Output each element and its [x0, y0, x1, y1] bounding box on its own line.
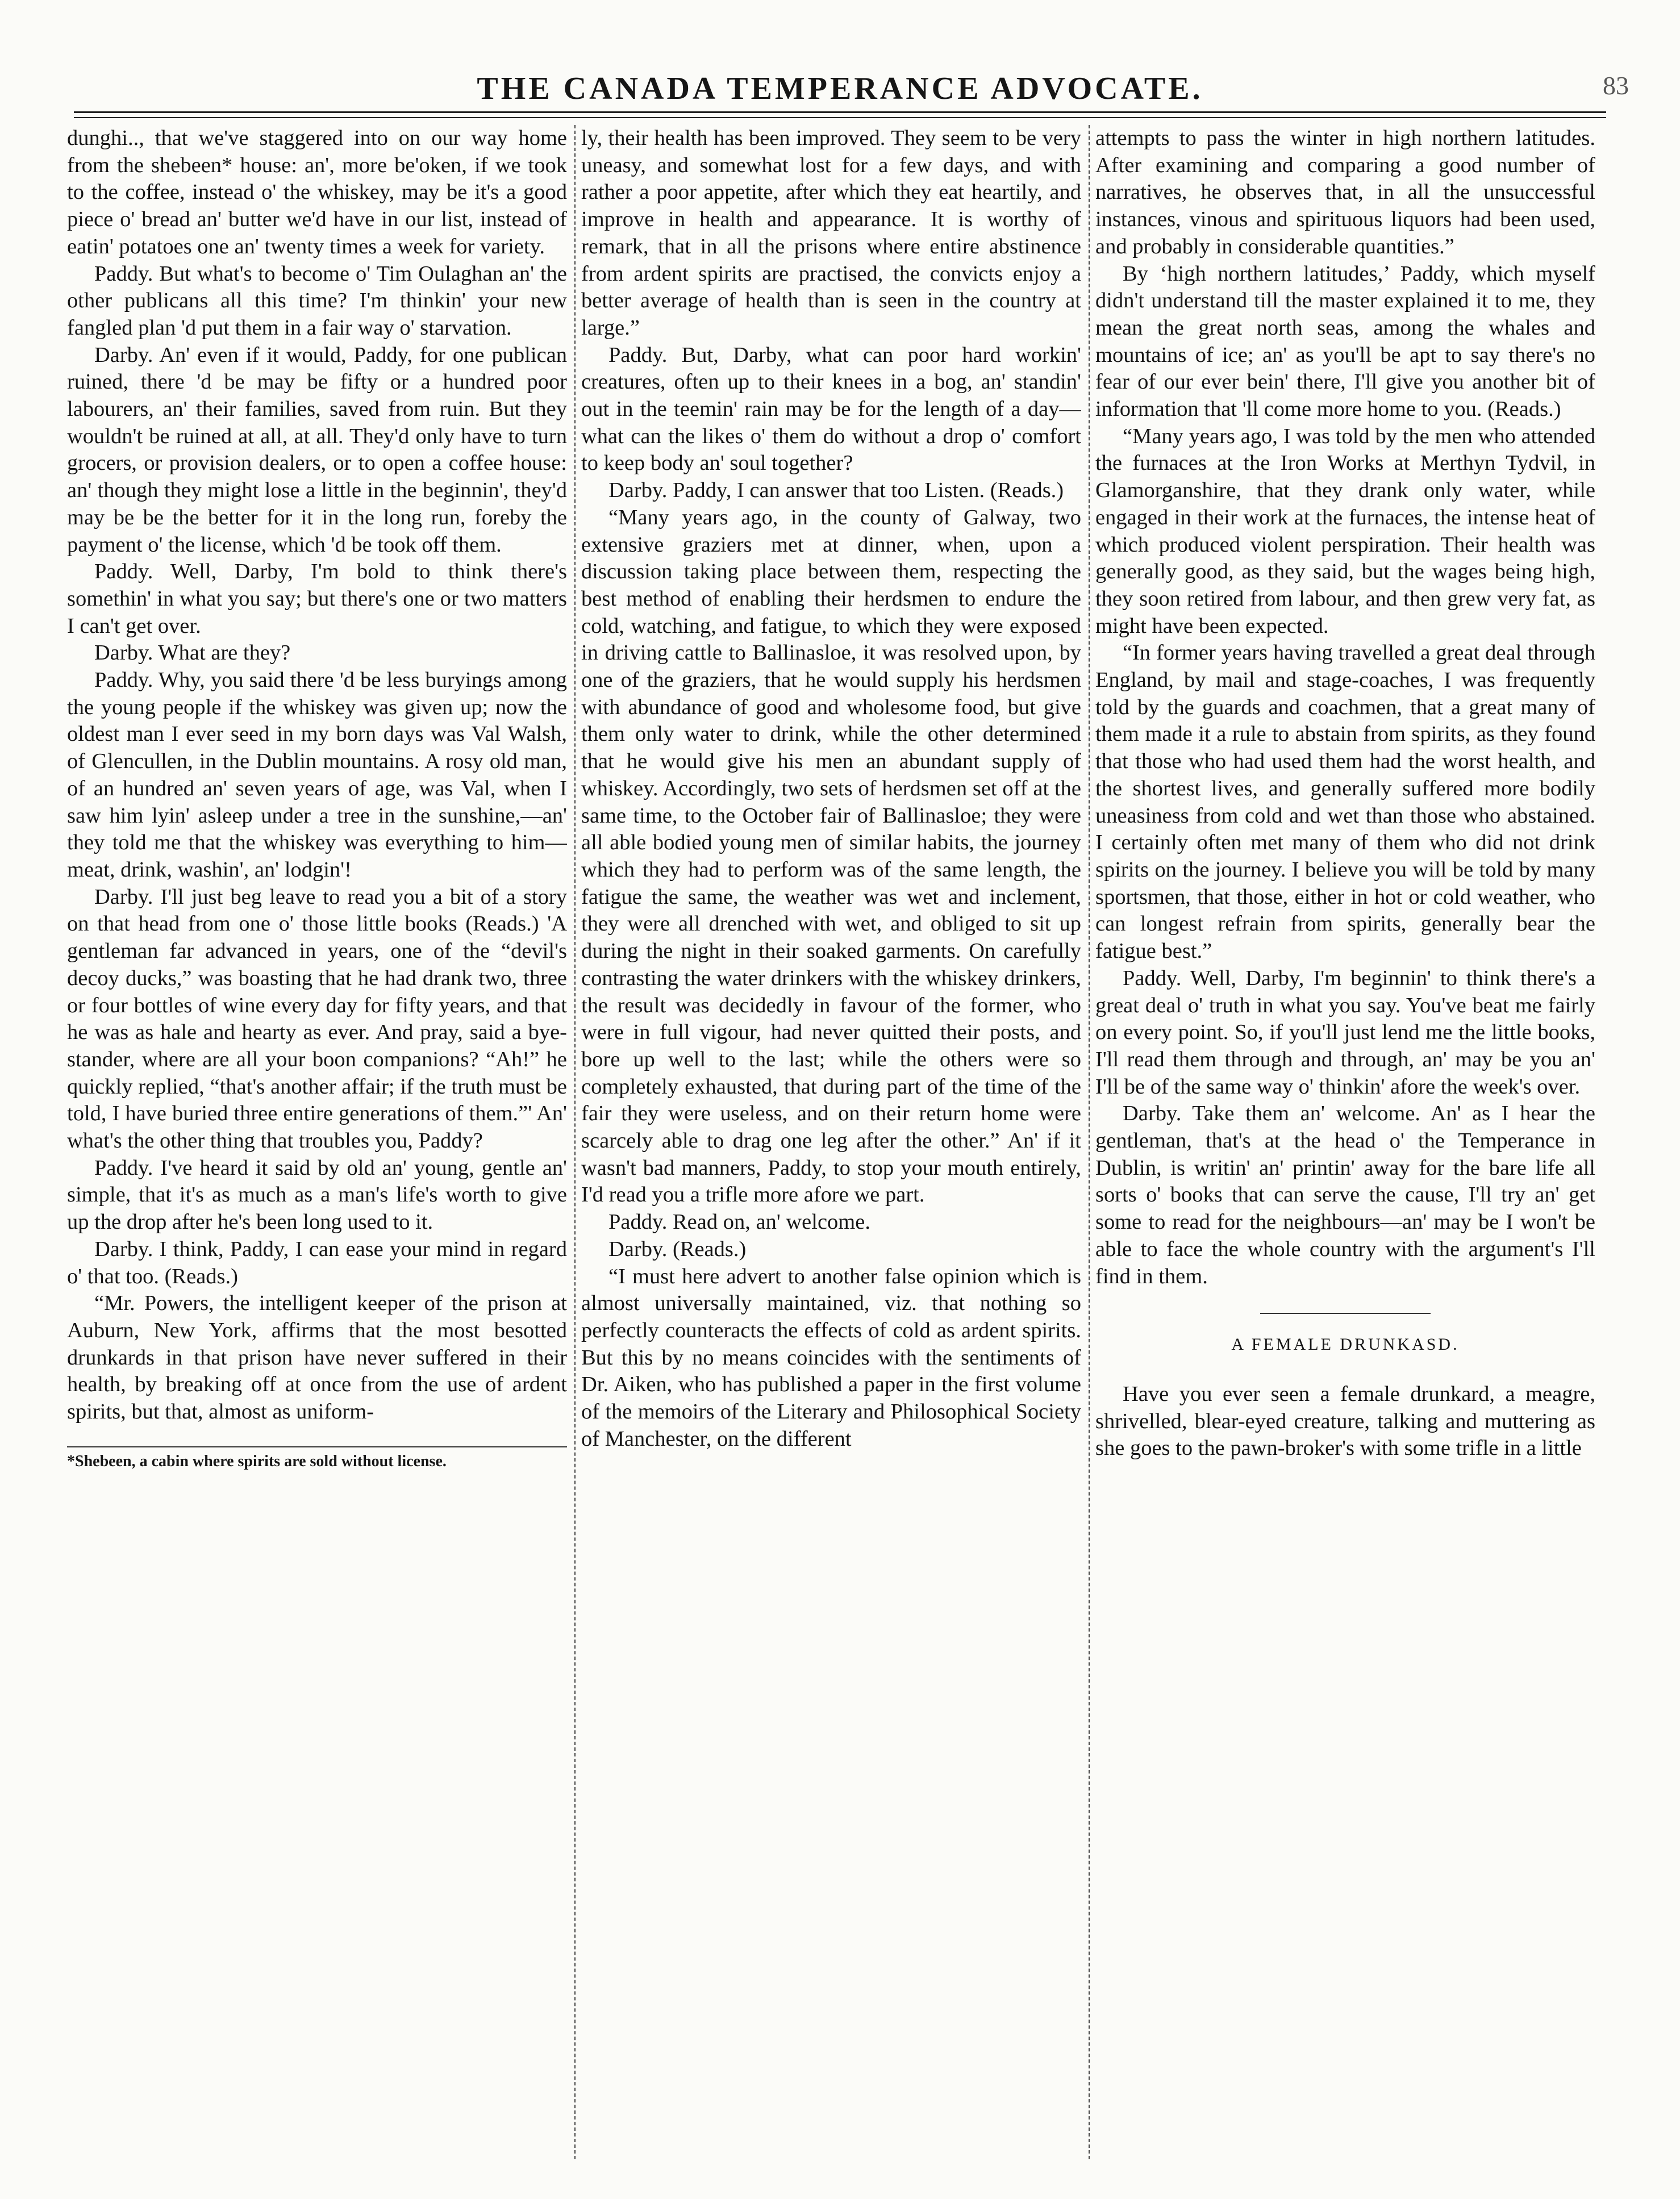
paragraph: Paddy. I've heard it said by old an' young, gentle an' simple, that it's as much as a man's life's worth to give up the drop after he's been long used to it.: [67, 1155, 567, 1234]
article-columns: [67, 125, 1595, 2182]
paragraph: Have you ever seen a female drunkard, a meagre, shrivelled, blear-eyed creature, talking and muttering as she goes to the pawn-broker's with some trifle in a little: [1095, 1382, 1595, 1461]
paragraph: “Mr. Powers, the intelligent keeper of the prison at Auburn, New York, affirms that the most besotted drunkards in that prison have never suffered in their health, by breaking off at once from the use of ardent spirits, but that, almost as uniform-: [67, 1291, 567, 1424]
paragraph: Darby. An' even if it would, Paddy, for one publican ruined, there 'd be may be fifty or a hundred poor labourers, an' their families, saved from ruin. But they wouldn't be ruined at all, at all. They'd only have to turn grocers, or provision dealers, or to open a coffee house: an' though they might lose a little in the beginnin', they'd may be be the better for it in the long run, foreby the payment o' the license, which 'd be took off them.: [67, 343, 567, 557]
paragraph: Paddy. Read on, an' welcome.: [608, 1210, 870, 1234]
paragraph: ly, their health has been improved. They seem to be very uneasy, and somewhat lost for a few days, and with rather a poor appetite, after which they eat heartily, and improve in health and appearance. It is worthy of remark, that in all the prisons where entire abstinence from ardent spirits are practised, the convicts enjoy a better average of health than is seen in the country at large.”: [581, 126, 1081, 340]
column-divider: [574, 125, 576, 2159]
page-number: 83: [1603, 71, 1629, 100]
masthead-title: THE CANADA TEMPERANCE ADVOCATE.: [477, 71, 1203, 106]
paragraph: Paddy. Well, Darby, I'm beginnin' to think there's a great deal o' truth in what you say. You've beat me fairly on every point. So, if you'll just lend me the little books, I'll read them through and through, an' may be you an' I'll be of the same way o' thinkin' afore the week's over.: [1095, 966, 1595, 1099]
header-rule-thin: [74, 117, 1606, 118]
paragraph: “I must here advert to another false opinion which is almost universally maintained, viz. that nothing so perfectly counteracts the effects of cold as ardent spirits. But this by no means coincides with the sentiments of Dr. Aiken, who has published a paper in the first volume of the memoirs of the Literary and Philosophical Society of Manchester, on the different: [581, 1264, 1081, 1451]
column-divider: [1089, 125, 1090, 2159]
paragraph: Darby. Paddy, I can answer that too Listen. (Reads.): [608, 478, 1064, 503]
paragraph: dunghi.., that we've staggered into on our way home from the shebeen* house: an', more be'oken, if we took to the coffee, instead o' the whiskey, may be it's a good piece o' bread an' butter we'd have in our list, instead of eatin' potatoes one an' twenty times a week for variety.: [67, 126, 567, 258]
paragraph: Darby. I think, Paddy, I can ease your mind in regard o' that too. (Reads.): [67, 1237, 567, 1288]
paragraph: “Many years ago, in the county of Galway, two extensive graziers met at dinner, when, upon a discussion taking place between them, respecting the best method of enabling their herdsmen to endure the cold, watching, and fatigue, to which they were exposed in driving cattle to Ballinasloe, it was resolved upon, by one of the graziers, that he would supply his herdsmen with abundance of good and wholesome food, but give them only water to drink, while the other determined that he would give his men an abundant supply of whiskey. Accordingly, two sets of herdsmen set off at the same time, to the October fair of Ballinasloe; they were all able bodied young men of similar habits, the journey which they had to perform was of the same length, the fatigue the same, the weather was wet and inclement, they were all drenched with wet, and obliged to sit up during the night in their soaked garments. On carefully contrasting the water drinkers with the whiskey drinkers, the result was decidedly in favour of the former, who were in full vigour, had never quitted their posts, and bore up well to the last; while the others were so completely exhausted, that during part of the time of the fair they were useless, and on their return home were scarcely able to drag one leg after the other.” An' if it wasn't bad manners, Paddy, to stop your mouth entirely, I'd read you a trifle more afore we part.: [581, 505, 1081, 1207]
paragraph: Paddy. Why, you said there 'd be less buryings among the young people if the whiskey was given up; now the oldest man I ever seed in my born days was Val Walsh, of Glencullen, in the Dublin mountains. A rosy old man, of an hundred an' seven years of age, was Val, when I saw him lyin' asleep under a tree in the sunshine,—an' they told me that the whiskey was everything to him—meat, drink, washin', an' lodgin'!: [67, 668, 567, 882]
column-1: [67, 125, 567, 2182]
footnote: *Shebeen, a cabin where spirits are sold without license.: [67, 1452, 447, 1470]
section-rule: [1260, 1313, 1431, 1314]
page-header: [34, 45, 1646, 108]
paragraph: attempts to pass the winter in high northern latitudes. After examining and comparing a good number of narratives, he observes that, in all the unsuccessful instances, vinous and spirituous liquors had been used, and probably in considerable quantities.”: [1095, 126, 1595, 258]
footnote-rule: [67, 1446, 567, 1447]
column-3: [1095, 125, 1595, 2182]
paragraph: Darby. (Reads.): [608, 1237, 747, 1261]
paragraph: Paddy. But what's to become o' Tim Oulaghan an' the other publicans all this time? I'm thinkin' your new fangled plan 'd put them in a fair way o' starvation.: [67, 261, 567, 340]
paragraph: Darby. I'll just beg leave to read you a bit of a story on that head from one o' those little books (Reads.) 'A gentleman far advanced in years, one of the “devil's decoy ducks,” was boasting that he had drank two, three or four bottles of wine every day for fifty years, and that he was as hale and hearty as ever. And pray, said a bye-stander, where are all your boon companions? “Ah!” he quickly replied, “that's another affair; if the truth must be told, I have buried three entire generations of them.”' An' what's the other thing that troubles you, Paddy?: [67, 884, 567, 1153]
paragraph: Darby. Take them an' welcome. An' as I hear the gentleman, that's at the head o' the Temperance in Dublin, is writin' an' printin' away for the bare life all sorts o' books that can serve the cause, I'll try an' get some to read for the neighbours—an' may be I won't be able to face the whole country with the argument's I'll find in them.: [1095, 1101, 1595, 1288]
section-title: A FEMALE DRUNKASD.: [1231, 1335, 1460, 1354]
paragraph: By ‘high northern latitudes,’ Paddy, which myself didn't understand till the master explained it to me, they mean the great north seas, among the whales and mountains of ice; an' as you'll be apt to say there's no fear of our ever bein' there, I'll give you another bit of information that 'll come more home to you. (Reads.): [1095, 261, 1595, 422]
header-rule: [74, 111, 1606, 113]
column-2: [581, 125, 1081, 2182]
paragraph: “In former years having travelled a great deal through England, by mail and stage-coaches, I was frequently told by the guards and coachmen, that a great many of them made it a rule to abstain from spirits, as they found that those who had used them had the worst health, and the shortest lives, and generally suffered more bodily uneasiness from cold and wet than those who abstained. I certainly often met many of them who did not drink spirits on the journey. I believe you will be told by many sportsmen, that those, either in hot or cold weather, who can longest refrain from spirits, generally bear the fatigue best.”: [1095, 641, 1595, 963]
paragraph: Darby. What are they?: [94, 641, 291, 665]
paragraph: Paddy. Well, Darby, I'm bold to think there's somethin' in what you say; but there's one or two matters I can't get over.: [67, 560, 567, 638]
paragraph: Paddy. But, Darby, what can poor hard workin' creatures, often up to their knees in a bog, an' standin' out in the teemin' rain may be for the length of a day—what can the likes o' them do without a drop o' comfort to keep body an' soul together?: [581, 343, 1081, 475]
paragraph: “Many years ago, I was told by the men who attended the furnaces at the Iron Works at Merthyn Tydvil, in Glamorganshire, that they drank only water, while engaged in their work at the furnaces, the intense heat of which produced violent perspiration. Their health was generally good, as they said, but the wages being high, they soon retired from labour, and then grew very fat, as might have been expected.: [1095, 424, 1595, 638]
